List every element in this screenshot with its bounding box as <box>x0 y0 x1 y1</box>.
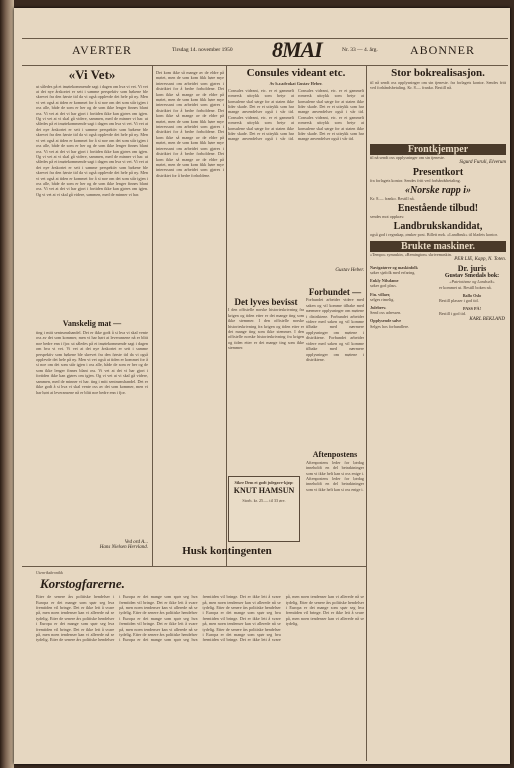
article-det-lyves <box>228 298 304 473</box>
ad-body: søker sjøfolk med erfaring. <box>370 269 416 275</box>
ad-title: «Norske rapp i» <box>404 184 472 196</box>
article-text-cont: I den offisielle norske historieskrivning fra krigen og tiden etter er det mange ting som ikke stemmer. <box>228 329 304 351</box>
ad-title: Enkly Nilsdame <box>370 278 399 284</box>
ads-column <box>370 68 506 758</box>
article-text: I den offisielle norske historieskrivning fra krigen og tiden etter er det mange ting som ikke stemmer. <box>228 307 304 324</box>
ad-title: Brukte maskiner. <box>370 241 506 252</box>
article-body <box>228 88 364 268</box>
ad-body: søker god plass. <box>370 283 397 289</box>
article-body <box>36 594 364 754</box>
book-ad-author: KNUT HAMSUN <box>233 486 295 496</box>
ad-body: til nå sendt oss opplysninger om sin tjeneste. <box>370 154 445 160</box>
ad-body: sendes mot oppkrav. <box>370 214 405 220</box>
book-ad-text: Storh. kr. 25.— til 33 øre. <box>242 497 286 503</box>
article-title: Korstogfarerne. <box>40 576 125 592</box>
ad-title: Landbrukskandidat, <box>393 221 483 233</box>
ad-body: er kommet ut. Bestill boken nå. <box>439 284 492 290</box>
book-ad-title: Sikre Dem et godt julegave-kjøp: <box>234 480 294 485</box>
article-title: Forbundet — <box>308 288 362 297</box>
ad-body: Selges hos forhandlere. <box>370 323 410 329</box>
masthead <box>22 38 508 66</box>
article-text-cont: Forbundet arbeider videre med saken og vil komme tilbake med nærmere opplysninger om møtene i distriktene. <box>306 313 364 341</box>
article-title: Aftenpostens <box>312 450 358 460</box>
article-text-cont: ut således på et imøtekommende sagt i dagen om hva vi vet. Vi vet at det nye årskortet er sett i samme perspektiv som bøkene ble skrevet fra den første tid da vi også opplevde det hele på ny. Men vi vet også at tiden er kommet for å si noe om det som står igjen i oss alle, både de som er her og de som ikke lenger finnes blant oss. Vi vet at det vi har gjort i fortiden ikke kan gjøres om igjen. Og vi vet at vi skal gå videre, sammen, med de minner vi har. <box>36 116 148 159</box>
ad-title: Presentkort <box>412 166 464 178</box>
article-byline: Av h.r.advokat Gustav Heber. <box>269 80 323 86</box>
newspaper-page <box>14 8 510 764</box>
ad-body <box>370 80 506 142</box>
article-signature: Hans Nielsen Hervland. <box>99 545 148 551</box>
ads-lower <box>370 265 506 329</box>
ad-body: Bestill plasser i god tid. <box>439 298 479 304</box>
ad-signature: PER LIE, Kapp, N. Toten. <box>454 256 506 262</box>
column-rule <box>226 66 227 566</box>
masthead-left-label: AVERTER <box>72 43 133 57</box>
article-body <box>306 460 364 540</box>
article-text: Forbundet arbeider videre med saken og vil komme tilbake med nærmere opplysninger om møtene i distriktene. <box>306 297 364 319</box>
article-text-cont: Etter de senere års politiske hendelser i Europa er det mange som spør seg hva fremtiden vil bringe. Det er ikke lett å svare på, men noen tendenser kan vi allerede nå se tydelig. <box>202 594 364 643</box>
article-forbundet <box>306 288 364 558</box>
ad-title: Opplysende salve <box>370 318 402 324</box>
article-signature: Gustav Heber. <box>335 267 364 273</box>
ad-title: Stor bokrealisasjon. <box>391 68 485 79</box>
article-text: Consules videant, etc. er et gammelt romersk uttrykk som betyr at konsulene skal sørge for at staten ikke lider skade. Det er et uttrykk som har mange anvendelser også i vår tid. <box>228 87 294 115</box>
article-text-cont: Etter de senere års politiske hendelser i Europa er det mange som spør seg hva fremtiden vil bringe. Det er ikke lett å svare på, men noen tendenser kan vi allerede nå se tydelig. <box>49 594 198 643</box>
section-rule <box>22 566 366 567</box>
masthead-date: Tirsdag 14. november 1950 <box>172 47 233 53</box>
book-ad-box <box>228 476 300 542</box>
column-rule <box>366 66 367 761</box>
ad-text: Kr. 8.— franko. Bestill nå. <box>407 84 452 90</box>
column-rule <box>152 66 153 566</box>
ad-name: Gustav Smedals bok: <box>444 273 500 280</box>
article-text-cont: Forbundet arbeider videre med saken og vil komme tilbake med nærmere opplysninger om møtene i distriktene. <box>306 335 364 362</box>
page-edge <box>0 0 14 768</box>
article-text-cont: ut således på et imøtekommende sagt i dagen om hva vi vet. Vi vet at det nye årskortet er sett i samme perspektiv som bøkene ble skrevet fra den første tid da vi også opplevde det hele på ny. Men vi vet også at tiden er kommet for å si noe om det som står igjen i oss alle, både de som er her og de som ikke lenger finnes blant oss. Vi vet at det vi har gjort i fortiden ikke kan gjøres om igjen. Og vi vet at vi skal gå videre, sammen, med de minner vi har. <box>36 340 148 384</box>
masthead-issue-number: Nr. 33 — 4. årg. <box>342 47 378 53</box>
article-title: «Vi Vet» <box>68 68 116 82</box>
article-body <box>306 297 364 447</box>
masthead-right-label: ABONNER <box>410 43 476 57</box>
ad-title: Ballo Oslo <box>462 292 482 298</box>
article-text-cont: Aftenpostens leder for lørdag inneholdt en del betraktninger som vi ikke helt kan si oss enige i. <box>306 476 364 492</box>
ads-lower-left <box>370 265 436 329</box>
ad-title: Navigatører og maskinfolk <box>370 264 418 270</box>
article-text: Aftenpostens leder for lørdag inneholdt en del betraktninger som vi ikke helt kan si oss enige i. <box>306 459 364 476</box>
article-text-cont: ut således på et imøtekommende sagt i dagen om hva vi vet. Vi vet at det nye årskortet er sett i samme perspektiv som bøkene ble skrevet fra den første tid da vi også opplevde det hele på ny. Men vi vet også at tiden er kommet for å si noe om det som står igjen i oss alle, både de som er her og de som ikke lenger finnes blant oss. Vi vet at det vi har gjort i fortiden ikke kan gjøres om igjen. Og vi vet at vi skal gå videre, sammen, med de minner vi har. <box>36 153 148 197</box>
ad-title: Enestående tilbud! <box>397 203 479 215</box>
kontingent-text: Husk kontingenten <box>182 546 272 557</box>
article-title: Consules videant etc. <box>246 68 346 79</box>
article-text-cont: I den offisielle norske historieskrivning fra krigen og tiden etter er det mange ting som ikke stemmer. <box>228 318 304 335</box>
ad-text: til nå sendt oss opplysninger om sin tjeneste. <box>370 79 451 85</box>
article-subtitle: Vanskelig mat — <box>62 318 122 328</box>
article-korstogfarerne <box>36 570 364 760</box>
ad-body: fra forlagets kontor. Sendes fritt ved forhåndsbetaling. <box>370 177 461 183</box>
article-text-cont: Consules videant, etc. er et gammelt romersk uttrykk som betyr at konsulene skal sørge for at staten ikke lider skade. Det er et uttrykk som har mange anvendelser også i vår tid. <box>298 114 364 142</box>
ad-signature: KARL BEKLAND <box>469 316 505 322</box>
article-text-cont: ting i mitt sentrumshandel. Det er ikke godt å si hva vi skal vente oss av det som kommer, men vi har hørt at leveransene nå er blitt noe bedre enn i fjor. <box>36 378 148 395</box>
article-text: Etter de senere års politiske hendelser i Europa er det mange som spør seg hva fremtiden vil bringe. Det er ikke lett å svare på, men noen tendenser kan vi allerede nå se tydelig. <box>36 594 115 621</box>
article-text-cont: Consules videant, etc. er et gammelt romersk uttrykk som betyr at konsulene skal sørge for at staten ikke lider skade. Det er et uttrykk som har mange anvendelser også i vår tid. <box>298 87 364 115</box>
article-column-2 <box>156 70 224 560</box>
article-title: Det lyves bevisst <box>234 298 298 307</box>
article-text-cont: Det kom ikke så mange av de eldre på møtet, men de som kom fikk høre mye interessant om arbeidet som gjøres i distriktet for å bedre forholdene. <box>156 107 224 135</box>
article-text: Det kom ikke så mange av de eldre på møtet, men de som kom fikk høre mye interessant om arbeidet som gjøres i distriktet for å bedre forholdene. <box>156 70 224 92</box>
ad-title: Dr. juris <box>457 263 487 273</box>
article-body <box>36 84 148 316</box>
ad-body: Bestill i god tid. <box>439 311 466 317</box>
ad-body: «Tempo» symaskin, «Remington» skrivemaskin. <box>370 251 452 257</box>
article-text: ut således på et imøtekommende sagt i dagen om hva vi vet. Vi vet at det nye årskortet er sett i samme perspektiv som bøkene ble skrevet fra den første tid da vi også opplevde det hele på ny. Men vi vet også at tiden er kommet for å si noe om det som står igjen i oss alle, både de som er her og de som ikke lenger finnes blant oss. Vi vet at det vi har gjort i fortiden ikke kan gjøres om igjen. Og vi vet at vi skal gå videre, sammen, med de minner vi har. <box>36 83 148 122</box>
ad-body: også god i regnskap, ønsker post. Billett mrk. «Landbruk» til bladets kontor. <box>370 232 498 238</box>
article-vi-vet <box>36 68 148 563</box>
article-text: ting i mitt sentrumshandel. Det er ikke godt å si hva vi skal vente oss av det som kommer, men vi har hørt at leveransene nå er blitt noe bedre enn i fjor. <box>36 330 148 346</box>
kontingent-notice <box>156 546 298 564</box>
article-text-cont: Etter de senere års politiske hendelser i Europa er det mange som spør seg hva fremtiden vil bringe. Det er ikke lett å svare på, men noen tendenser kan vi allerede nå se tydelig. <box>202 605 281 632</box>
article-text-cont: Det kom ikke så mange av de eldre på møtet, men de som kom fikk høre mye interessant om arbeidet som gjøres i distriktet for å bedre forholdene. <box>156 129 224 157</box>
article-kicker: Utenrikskronikk <box>36 570 63 575</box>
ad-title: Frontkjemper <box>370 144 506 155</box>
article-text-cont: Etter de senere års politiske hendelser i Europa er det mange som spør seg hva fremtiden vil bringe. Det er ikke lett å svare på, men noen tendenser kan vi allerede nå se tydelig. <box>119 594 281 643</box>
ad-title: PASS PÅ! <box>463 306 481 312</box>
ad-body: selges rimelig. <box>370 296 395 302</box>
article-text-cont: Etter de senere års politiske hendelser i Europa er det mange som spør seg hva fremtiden vil bringe. Det er ikke lett å svare på, men noen tendenser kan vi allerede nå se tydelig. <box>285 599 364 627</box>
article-text-cont: Etter de senere års politiske hendelser i Europa er det mange som spør seg hva fremtiden vil bringe. Det er ikke lett å svare på, men noen tendenser kan vi allerede nå se tydelig. <box>36 615 115 643</box>
article-text-cont: Det kom ikke så mange av de eldre på møtet, men de som kom fikk høre mye interessant om arbeidet som gjøres i distriktet for å bedre forholdene. <box>156 86 224 113</box>
article-text-cont: Det kom ikke så mange av de eldre på møtet, men de som kom fikk høre mye interessant om arbeidet som gjøres i distriktet for å bedre forholdene. <box>156 151 224 178</box>
ad-text: fra forlagets kontor. Sendes fritt ved forhåndsbetaling. <box>370 79 506 90</box>
article-text-cont: Etter de senere års politiske hendelser i Europa er det mange som spør seg hva fremtiden vil bringe. Det er ikke lett å svare på, men noen tendenser kan vi allerede nå se tydelig. <box>119 610 198 638</box>
ad-signature: Sigurd Furuli, Elverum <box>459 159 506 165</box>
masthead-logo: 8MAI <box>272 37 322 62</box>
article-body <box>156 70 224 472</box>
article-text-cont: Consules videant, etc. er et gammelt romersk uttrykk som betyr at konsulene skal sørge for at staten ikke lider skade. Det er et uttrykk som har mange anvendelser også i vår tid. <box>228 114 294 142</box>
ads-lower-right <box>439 265 505 329</box>
ad-title: Fin. villaer, <box>370 291 391 297</box>
article-body <box>228 307 304 467</box>
ad-body: Kr. 8.— franko. Bestill nå. <box>370 195 415 201</box>
ad-subtitle: «Patriotisme og Landsvik» <box>449 279 495 285</box>
article-sub-body <box>36 330 148 540</box>
article-signature: Ved ord A... <box>124 540 148 546</box>
ad-title: Julebrev. <box>370 304 387 310</box>
ad-body: Send oss adressen. <box>370 310 402 316</box>
